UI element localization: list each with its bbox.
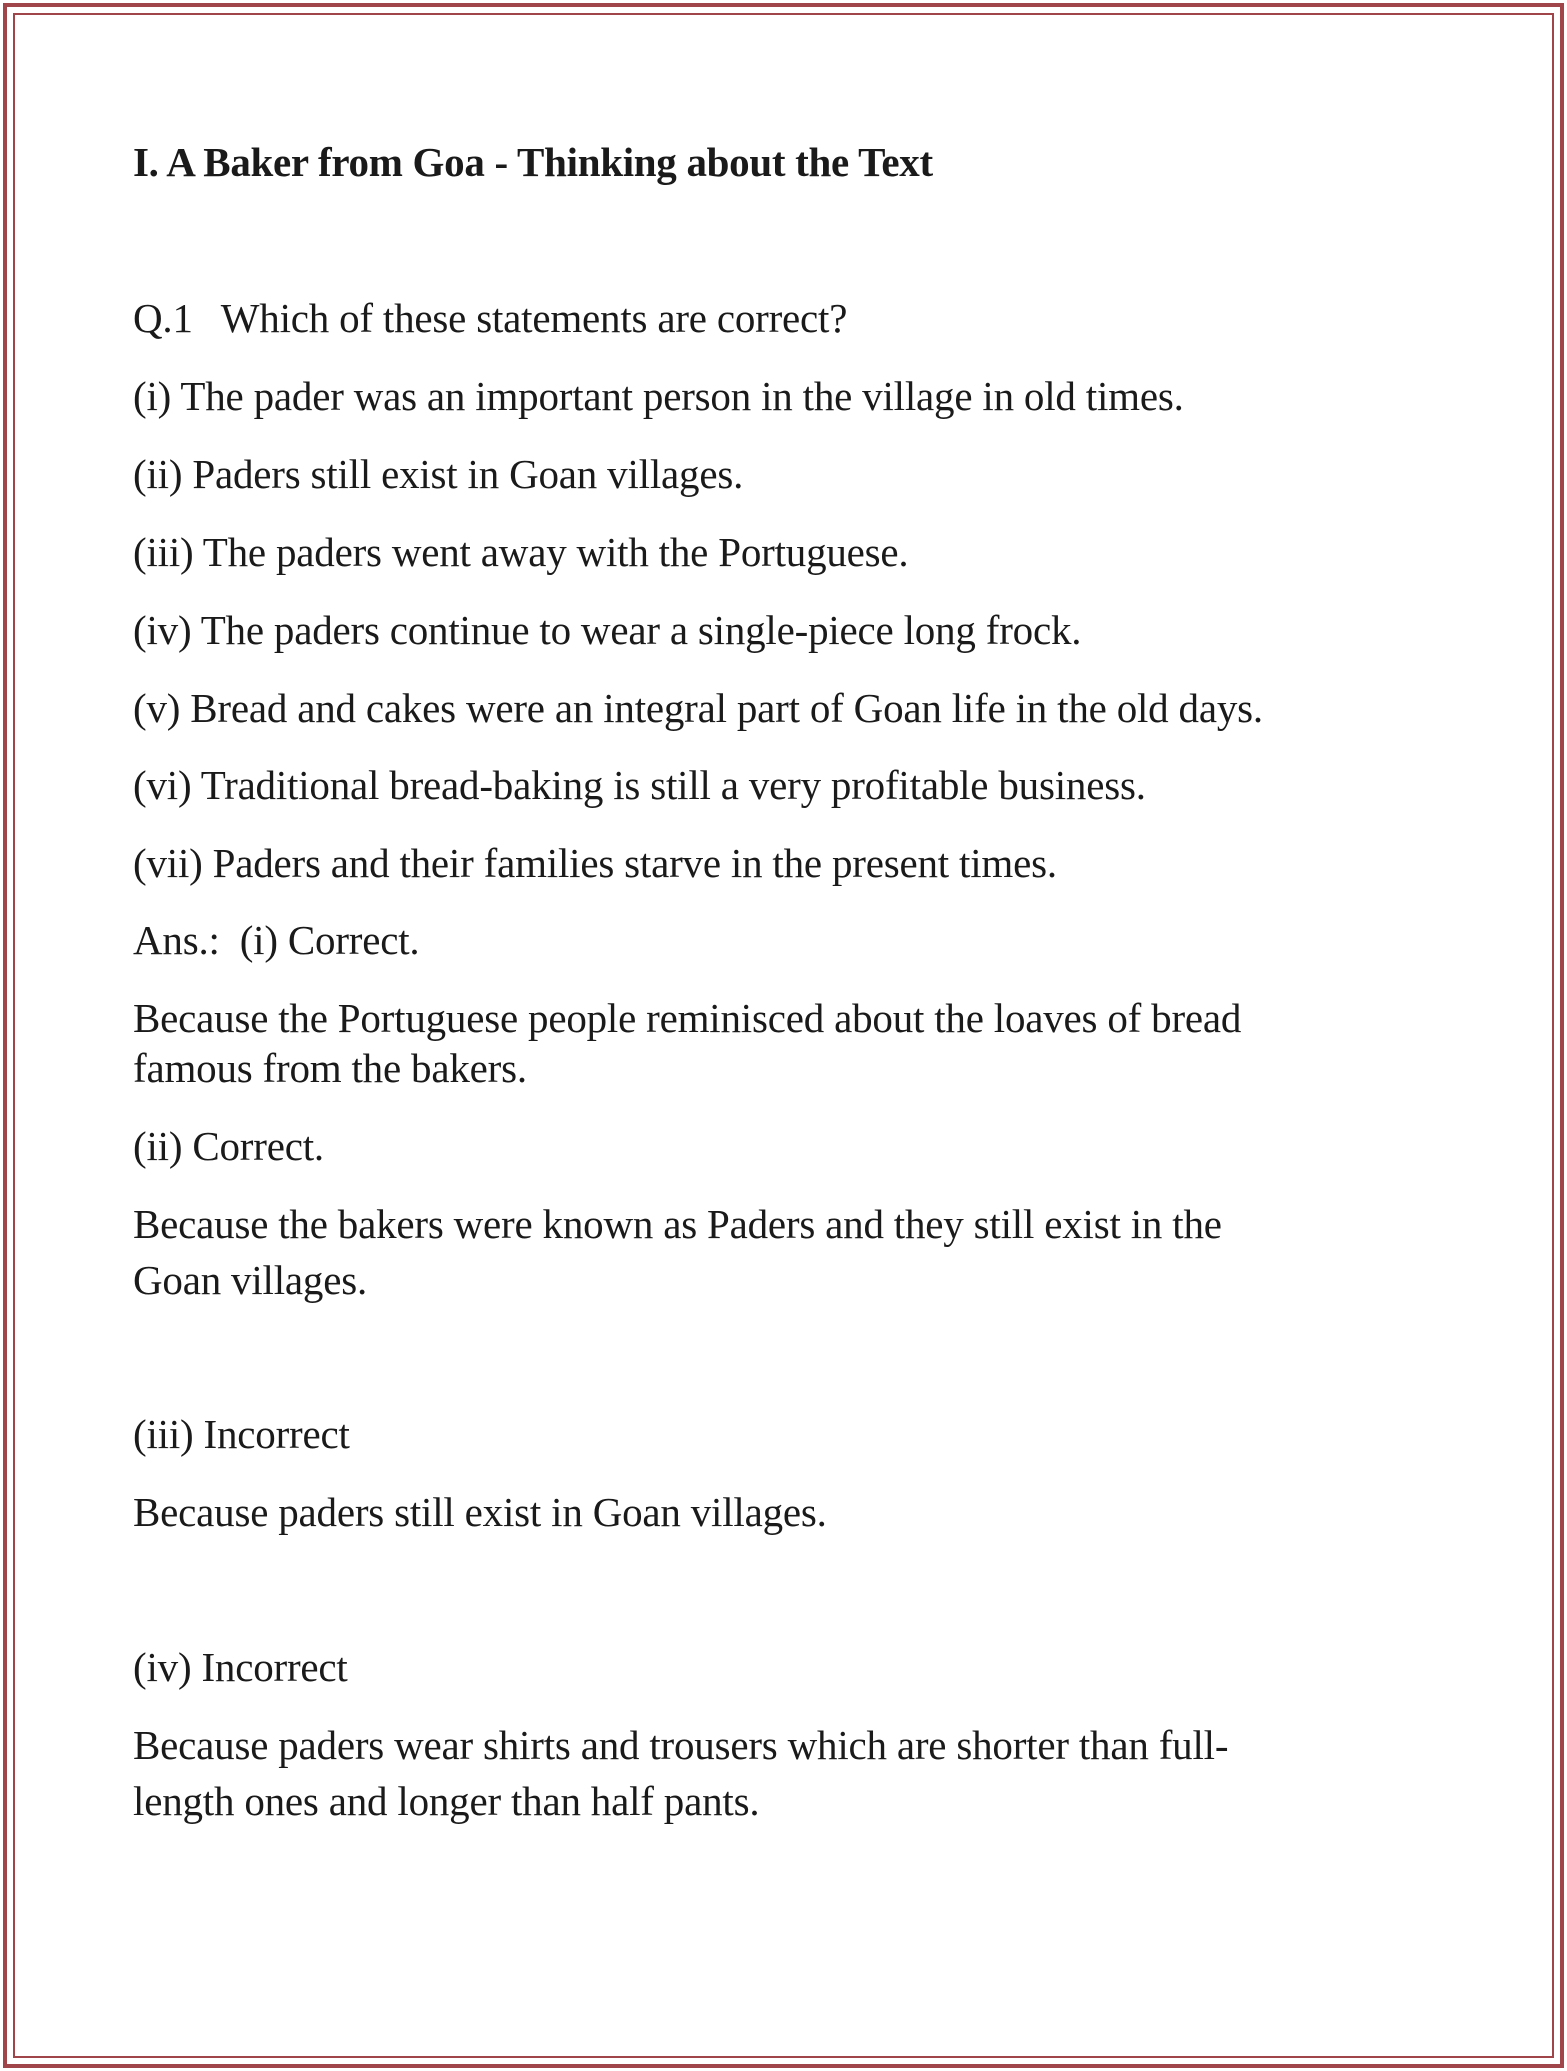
answer-explanation-4-line2: length ones and longer than half pants.	[133, 1778, 760, 1824]
statement-4: (iv) The paders continue to wear a single-piece long frock.	[133, 607, 1082, 653]
answer-verdict-2: (ii) Correct.	[133, 1123, 324, 1169]
answer-explanation-4-line1: Because paders wear shirts and trousers which are shorter than full-	[133, 1722, 1229, 1768]
answer-verdict-1: (i) Correct.	[239, 917, 420, 963]
answer-verdict-4: (iv) Incorrect	[133, 1644, 348, 1690]
answer-label: Ans.:	[133, 917, 220, 963]
page-title: I. A Baker from Goa - Thinking about the Text	[133, 139, 933, 185]
statement-1: (i) The pader was an important person in the village in old times.	[133, 373, 1184, 419]
statement-6: (vi) Traditional bread-baking is still a very profitable business.	[133, 762, 1146, 808]
answer-explanation-2-line1: Because the bakers were known as Paders and they still exist in the	[133, 1201, 1222, 1247]
answer-line	[133, 912, 419, 968]
answer-explanation-1-line1: Because the Portuguese people reminisced about the loaves of bread	[133, 995, 1242, 1041]
question-label: Q.1	[133, 295, 193, 341]
question-line	[133, 290, 847, 346]
statement-7: (vii) Paders and their families starve in the present times.	[133, 840, 1057, 886]
statement-2: (ii) Paders still exist in Goan villages.	[133, 451, 744, 497]
statement-5: (v) Bread and cakes were an integral part of Goan life in the old days.	[133, 685, 1263, 731]
answer-explanation-3-line1: Because paders still exist in Goan villages.	[133, 1489, 827, 1535]
answer-explanation-1-line2: famous from the bakers.	[133, 1045, 527, 1091]
answer-verdict-3: (iii) Incorrect	[133, 1411, 350, 1457]
answer-explanation-2-line2: Goan villages.	[133, 1257, 368, 1303]
statement-3: (iii) The paders went away with the Portuguese.	[133, 529, 909, 575]
question-text: Which of these statements are correct?	[220, 295, 848, 341]
